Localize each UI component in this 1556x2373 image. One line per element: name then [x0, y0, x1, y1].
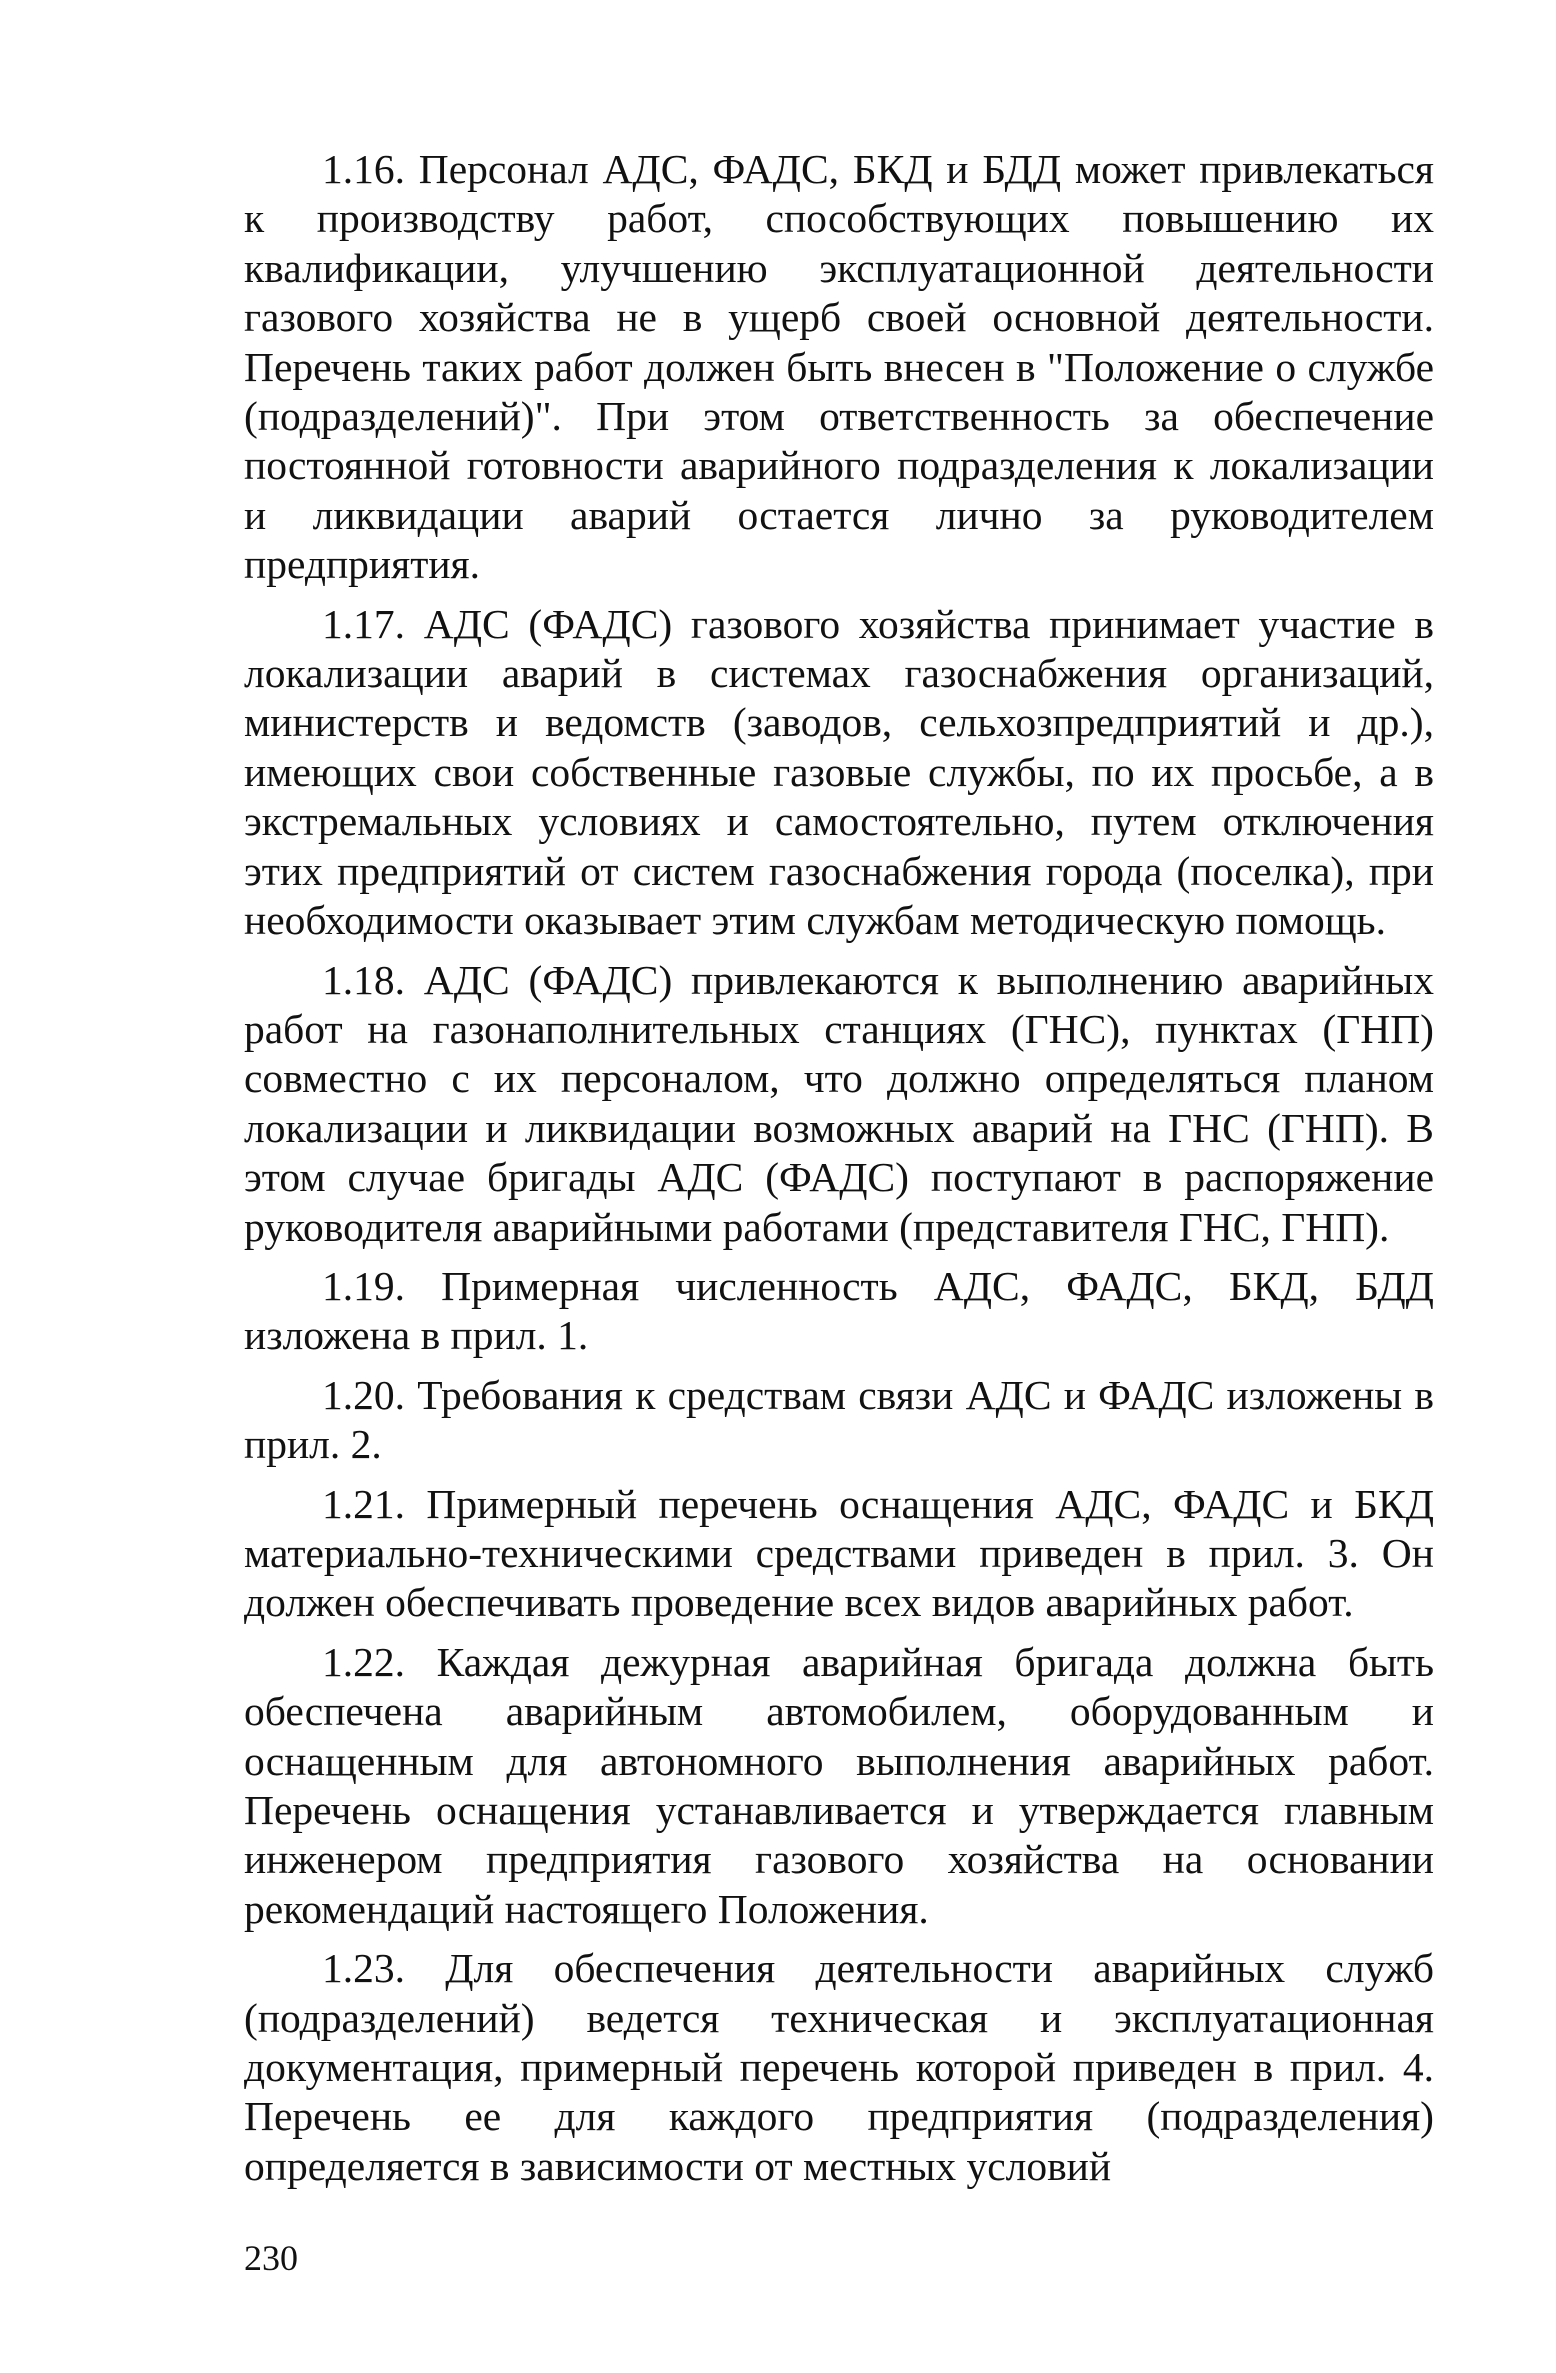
paragraph-1-21: 1.21. Примерный перечень оснащения АДС, ФАДС и БКД материально-техническими средствами приведен в прил. 3. Он должен обеспечивать проведение всех видов аварийных работ. — [244, 1480, 1434, 1626]
paragraph-1-22: 1.22. Каждая дежурная аварийная бригада должна быть обеспечена аварийным автомобилем, оборудованным и оснащенным для автономного выполнения аварийных работ. Перечень оснащения устанавливается и утверждается главным инженером предприятия газового хозяйства на основании рекомендаций настоящего Положения. — [244, 1638, 1434, 1932]
paragraph-1-19: 1.19. Примерная численность АДС, ФАДС, БКД, БДД изложена в прил. 1. — [244, 1262, 1434, 1359]
paragraph-1-23: 1.23. Для обеспечения деятельности аварийных служб (подразделений) ведется техническая и эксплуатационная документация, примерный перечень которой приведен в прил. 4. Перечень ее для каждого предприятия (подразделения) определяется в зависимости от местных условий — [244, 1945, 1434, 2189]
paragraph-1-17: 1.17. АДС (ФАДС) газового хозяйства принимает участие в локализации аварий в системах газоснабжения организаций, министерств и ведомств (заводов, сельхозпредприятий и др.), имеющих свои собственные газовые службы, по их просьбе, а в экстремальных условиях и самостоятельно, путем отключения этих предприятий от систем газоснабжения города (поселка), при необходимости оказывает этим службам методическую помощь. — [244, 600, 1434, 944]
paragraph-1-16: 1.16. Персонал АДС, ФАДС, БКД и БДД может привлекаться к производству работ, способствующих повышению их квалификации, улучшению эксплуатационной деятельности газового хозяйства не в ущерб своей основной деятельности. Перечень таких работ должен быть внесен в "Положение о службе (подразделений)". При этом ответственность за обеспечение постоянной готовности аварийного подразделения к локализации и ликвидации аварий остается лично за руководителем предприятия. — [244, 146, 1434, 588]
document-body — [244, 145, 1434, 2191]
page-number: 230 — [244, 2238, 298, 2278]
paragraph-1-18: 1.18. АДС (ФАДС) привлекаются к выполнению аварийных работ на газонаполнительных станциях (ГНС), пунктах (ГНП) совместно с их персоналом, что должно определяться планом локализации и ликвидации возможных аварий на ГНС (ГНП). В этом случае бригады АДС (ФАДС) поступают в распоряжение руководителя аварийными работами (представителя ГНС, ГНП). — [244, 956, 1434, 1250]
paragraph-1-20: 1.20. Требования к средствам связи АДС и ФАДС изложены в прил. 2. — [244, 1371, 1434, 1468]
